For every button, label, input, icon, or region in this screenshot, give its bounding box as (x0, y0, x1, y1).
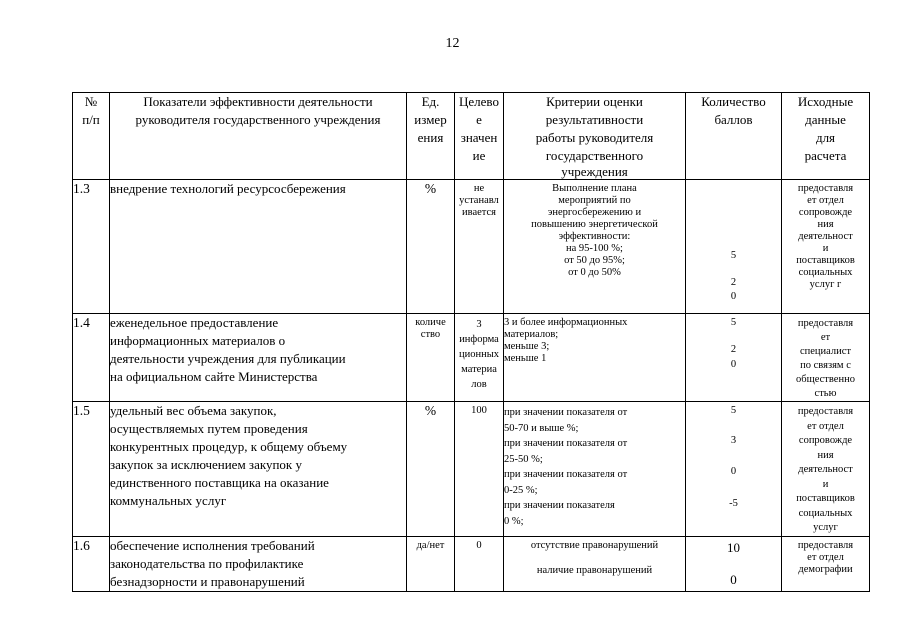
row-unit: количе ство (407, 314, 455, 402)
row-number: 1.4 (73, 314, 110, 402)
header-criteria: Критерии оценки результативности работы руководителя государственного учреждения (504, 93, 686, 180)
header-points: Количество баллов (686, 93, 782, 180)
row-unit: % (407, 180, 455, 314)
row-unit: да/нет (407, 536, 455, 591)
row-indicator: еженедельное предоставление информационных материалов о деятельности учреждения для публикации на официальном сайте Министерства (110, 314, 407, 402)
evaluation-table (72, 92, 870, 592)
table-row (73, 402, 870, 537)
row-target: 0 (455, 536, 504, 591)
row-target: 100 (455, 402, 504, 537)
row-target: не устанавл ивается (455, 180, 504, 314)
header-source: Исходные данные для расчета (782, 93, 870, 180)
row-unit: % (407, 402, 455, 537)
row-number: 1.3 (73, 180, 110, 314)
row-criteria: Выполнение плана мероприятий по энергосбережению и повышению энергетической эффективности: на 95-100 %; от 50 до 95%; от 0 до 50% (504, 180, 686, 314)
row-points: 5 3 0 -5 (686, 402, 782, 537)
row-criteria: при значении показателя от 50-70 и выше %; при значении показателя от 25-50 %; при значении показателя от 0-25 %; при значении показателя 0 %; (504, 402, 686, 537)
row-source: предоставля ет специалист по связям с общественно стью (782, 314, 870, 402)
header-num: № п/п (73, 93, 110, 180)
page-number: 12 (445, 36, 460, 51)
row-criteria: отсутствие правонарушений наличие правонарушений (504, 536, 686, 591)
table-row (73, 180, 870, 314)
row-source: предоставля ет отдел демографии (782, 536, 870, 591)
table-row (73, 314, 870, 402)
row-number: 1.6 (73, 536, 110, 591)
row-indicator: удельный вес объема закупок, осуществляемых путем проведения конкурентных процедур, к общему объему закупок за исключением закупок у единственного поставщика на оказание коммунальных услуг (110, 402, 407, 537)
row-number: 1.5 (73, 402, 110, 537)
header-target: Целево е значен ие (455, 93, 504, 180)
row-indicator: обеспечение исполнения требований законодательства по профилактике безнадзорности и правонарушений (110, 536, 407, 591)
row-source: предоставля ет отдел сопровожде ния деятельност и поставщиков социальных услуг г (782, 180, 870, 314)
row-points: 10 0 (686, 536, 782, 591)
row-source: предоставля ет отдел сопровожде ния деятельност и поставщиков социальных услуг (782, 402, 870, 537)
row-points: 5 2 0 (686, 314, 782, 402)
table-header-row (73, 93, 870, 180)
table-row (73, 536, 870, 591)
row-criteria: 3 и более информационных материалов; меньше 3; меньше 1 (504, 314, 686, 402)
header-indicator: Показатели эффективности деятельности руководителя государственного учреждения (110, 93, 407, 180)
row-points: 5 2 0 (686, 180, 782, 314)
row-target: 3 информа ционных материа лов (455, 314, 504, 402)
header-unit: Ед. измер ения (407, 93, 455, 180)
row-indicator: внедрение технологий ресурсосбережения (110, 180, 407, 314)
